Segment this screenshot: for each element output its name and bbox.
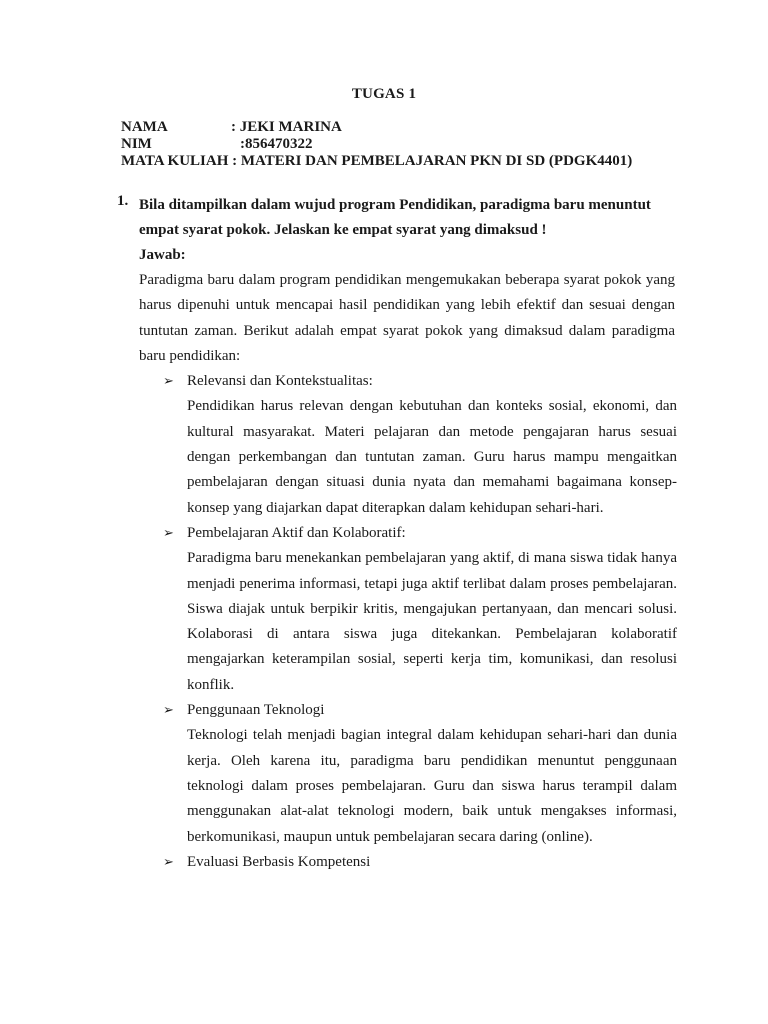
nim-value: :856470322	[240, 136, 313, 152]
arrow-bullet-icon: ➢	[163, 374, 174, 390]
nim-row	[121, 136, 632, 153]
course-label: MATA KULIAH	[121, 153, 229, 169]
question-1	[117, 193, 677, 875]
list-item	[163, 698, 677, 850]
point-body: Pendidikan harus relevan dengan kebutuhan dan konteks sosial, ekonomi, dan kultural masyarakat. Materi pelajaran dan metode pengajaran harus sesuai dengan perkembangan dan tuntutan zaman. Guru harus mampu mengaitkan pembelajaran dengan situasi dunia nyata dan memahami bagaimana konsep-konsep yang diajarkan dapat diterapkan dalam kehidupan sehari-hari.	[187, 398, 677, 516]
answer-label: Jawab:	[139, 247, 186, 263]
document-title: TUGAS 1	[351, 86, 417, 102]
arrow-bullet-icon: ➢	[163, 703, 174, 719]
point-heading: Penggunaan Teknologi	[187, 702, 325, 719]
point-body: Teknologi telah menjadi bagian integral dalam kehidupan sehari-hari dan dunia kerja. Oleh karena itu, paradigma baru pendidikan menuntut penggunaan teknologi dalam proses pembelajaran. Guru dan siswa harus terampil dalam menggunakan alat-alat teknologi modern, baik untuk mengakses informasi, berkomunikasi, maupun untuk pembelajaran secara daring (online).	[187, 727, 677, 845]
point-heading: Relevansi dan Kontekstualitas:	[187, 373, 373, 390]
question-text: Bila ditampilkan dalam wujud program Pendidikan, paradigma baru menuntut empat syarat pokok. Jelaskan ke empat syarat yang dimaksud !	[139, 197, 651, 238]
course-value: : MATERI DAN PEMBELAJARAN PKN DI SD (PDGK4401)	[228, 153, 633, 169]
student-info	[121, 119, 632, 170]
point-heading: Evaluasi Berbasis Kompetensi	[187, 853, 371, 870]
course-row	[121, 153, 632, 170]
name-label: NAMA	[121, 119, 168, 135]
point-body: Paradigma baru menekankan pembelajaran yang aktif, di mana siswa tidak hanya menjadi penerima informasi, tetapi juga aktif terlibat dalam proses pembelajaran. Siswa diajak untuk berpikir kritis, mengajukan pertanyaan, dan mencari solusi. Kolaborasi di antara siswa juga ditekankan. Pembelajaran kolaboratif mengajarkan keterampilan sosial, seperti kerja tim, komunikasi, dan resolusi konflik.	[187, 550, 677, 693]
name-row	[121, 119, 632, 136]
list-item	[163, 369, 677, 521]
list-item	[163, 521, 677, 698]
point-heading: Pembelajaran Aktif dan Kolaboratif:	[187, 524, 406, 541]
list-item	[163, 850, 677, 875]
arrow-bullet-icon: ➢	[163, 854, 174, 870]
nim-label: NIM	[121, 136, 152, 152]
answer-intro: Paradigma baru dalam program pendidikan mengemukakan beberapa syarat pokok yang harus dipenuhi untuk mencapai hasil pendidikan yang lebih efektif dan sesuai dengan tuntutan zaman. Berikut adalah empat syarat pokok yang dimaksud dalam paradigma baru pendidikan:	[139, 272, 675, 364]
name-value: : JEKI MARINA	[231, 119, 342, 135]
question-number: 1.	[117, 193, 129, 209]
arrow-bullet-icon: ➢	[163, 525, 174, 541]
